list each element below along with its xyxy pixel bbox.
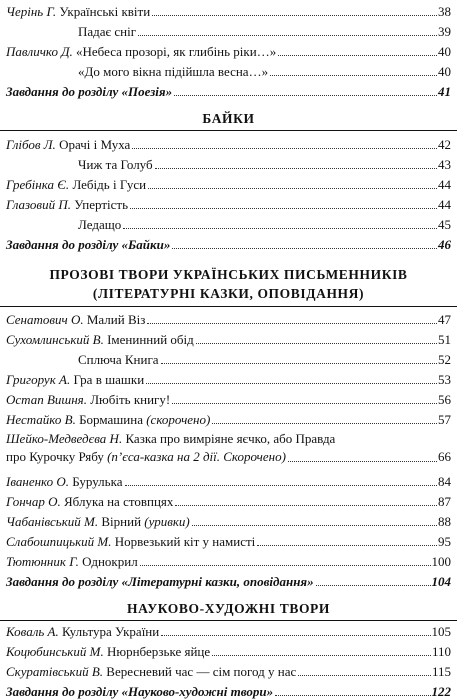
entry-title: Падає сніг [78, 24, 137, 39]
toc-entry[interactable] [0, 430, 457, 468]
entry-title: Орачі і Муха [59, 137, 131, 152]
entry-page: 100 [431, 554, 451, 569]
entry-page: 53 [438, 372, 451, 387]
entry-page: 52 [438, 352, 451, 367]
toc-entry[interactable] [0, 470, 457, 490]
leader-dots [192, 525, 437, 526]
toc-entry[interactable] [0, 328, 457, 348]
leader-dots [146, 383, 437, 384]
leader-dots [298, 675, 431, 676]
entry-author: Чабанівський М. [6, 514, 99, 529]
toc-entry[interactable] [0, 348, 457, 368]
task-title: Завдання до розділу «Поезія» [6, 84, 173, 99]
leader-dots [148, 188, 437, 189]
section-heading: ПРОЗОВІ ТВОРИ УКРАЇНСЬКИХ ПИСЬМЕННИКІВ [49, 267, 408, 282]
toc-entry[interactable] [0, 640, 457, 660]
task-title: Завдання до розділу «Байки» [6, 237, 171, 252]
entry-author: Григорук А. [6, 372, 71, 387]
entry-title: Малий Віз [86, 312, 146, 327]
entry-author: Сенатович О. [6, 312, 84, 327]
toc-task-entry[interactable] [0, 80, 457, 100]
leader-dots [174, 95, 437, 96]
leader-dots [278, 55, 437, 56]
entry-title-continued: про Курочку Рябу [6, 449, 104, 464]
entry-page: 40 [438, 64, 451, 79]
leader-dots [175, 505, 437, 506]
toc-entry[interactable] [0, 620, 457, 640]
toc-entry[interactable] [0, 388, 457, 408]
entry-author: Сухомлинський В. [6, 332, 104, 347]
entry-author: Павличко Д. [6, 44, 73, 59]
entry-title: Упертість [74, 197, 129, 212]
entry-title: «Небеса прозорі, як глибінь ріки…» [76, 44, 277, 59]
entry-title: Казка про вимріяне яєчко, або Правда [125, 431, 336, 446]
toc-entry[interactable] [0, 133, 457, 153]
section-heading: НАУКОВО-ХУДОЖНІ ТВОРИ [126, 601, 330, 616]
entry-page: 66 [438, 449, 451, 464]
leader-dots [161, 635, 430, 636]
leader-dots [147, 323, 437, 324]
entry-title: Іменинний обід [107, 332, 194, 347]
task-title: Завдання до розділу «Науково-художні твори» [6, 684, 274, 699]
leader-dots [172, 248, 437, 249]
leader-dots [155, 168, 437, 169]
entry-author: Гончар О. [6, 494, 61, 509]
leader-dots [172, 403, 437, 404]
entry-title: Сплюча Книга [78, 352, 159, 367]
entry-author: Коцюбинський М. [6, 644, 104, 659]
toc-entry[interactable] [0, 20, 457, 40]
entry-page: 84 [438, 474, 451, 489]
entry-page: 87 [438, 494, 451, 509]
section-subheading: (ЛІТЕРАТУРНІ КАЗКИ, ОПОВІДАННЯ) [92, 286, 365, 301]
entry-title: Ледащо [78, 217, 122, 232]
entry-page: 56 [438, 392, 451, 407]
entry-page: 43 [438, 157, 451, 172]
task-title: Завдання до розділу «Літературні казки, оповідання» [6, 574, 314, 589]
toc-entry[interactable] [0, 153, 457, 173]
leader-dots [270, 75, 437, 76]
entry-title: Лебідь і Гуси [72, 177, 147, 192]
section-divider [0, 130, 457, 131]
entry-author: Черінь Г. [6, 4, 57, 19]
toc-task-entry[interactable] [0, 570, 457, 590]
leader-dots [316, 585, 431, 586]
entry-note: (скорочено) [146, 412, 211, 427]
leader-dots [123, 228, 437, 229]
toc-task-entry[interactable] [0, 680, 457, 700]
entry-page: 46 [438, 237, 451, 252]
entry-title: Нюрнберзьке яйце [106, 644, 211, 659]
leader-dots [125, 485, 438, 486]
toc-entry[interactable] [0, 550, 457, 570]
entry-note: (уривки) [144, 514, 190, 529]
leader-dots [152, 15, 437, 16]
entry-author: Нестайко В. [6, 412, 76, 427]
toc-entry[interactable] [0, 408, 457, 428]
leader-dots [130, 208, 437, 209]
entry-author: Іваненко О. [6, 474, 70, 489]
entry-title: Вірний [101, 514, 142, 529]
entry-author: Слабошпицький М. [6, 534, 112, 549]
leader-dots [161, 363, 437, 364]
leader-dots [212, 423, 437, 424]
section-heading: БАЙКИ [202, 111, 255, 126]
toc-entry[interactable] [0, 193, 457, 213]
entry-page: 122 [431, 684, 451, 699]
entry-page: 115 [431, 664, 451, 679]
leader-dots [196, 343, 437, 344]
entry-page: 44 [438, 177, 451, 192]
entry-title: Українські квіти [59, 4, 151, 19]
entry-page: 38 [438, 4, 451, 19]
entry-page: 57 [438, 412, 451, 427]
entry-title: Культура України [61, 624, 160, 639]
entry-author: Глазовий П. [6, 197, 71, 212]
toc-entry[interactable] [0, 490, 457, 510]
entry-author: Коваль А. [6, 624, 59, 639]
toc-entry[interactable] [0, 308, 457, 328]
entry-page: 39 [438, 24, 451, 39]
entry-title: Яблука на стовпцях [64, 494, 174, 509]
entry-title: Чиж та Голуб [78, 157, 153, 172]
toc-entry[interactable] [0, 213, 457, 233]
entry-title: Гра в шашки [73, 372, 145, 387]
toc-entry[interactable] [0, 530, 457, 550]
entry-page: 45 [438, 217, 451, 232]
entry-page: 95 [438, 534, 451, 549]
toc-entry[interactable] [0, 173, 457, 193]
entry-page: 110 [431, 644, 451, 659]
toc-task-entry[interactable] [0, 233, 457, 253]
entry-page: 105 [431, 624, 451, 639]
entry-author: Тютюнник Г. [6, 554, 79, 569]
leader-dots [140, 565, 431, 566]
entry-title: Вересневий час — сім погод у нас [106, 664, 297, 679]
entry-title: Норвезький кіт у намисті [114, 534, 256, 549]
entry-title: Бурулька [72, 474, 123, 489]
leader-dots [257, 545, 437, 546]
entry-page: 104 [431, 574, 451, 589]
entry-title: Бормашина [79, 412, 143, 427]
toc-entry[interactable] [0, 368, 457, 388]
leader-dots [212, 655, 431, 656]
leader-dots [288, 461, 437, 462]
entry-author: Скуратівський В. [6, 664, 104, 679]
entry-author: Шейко-Медведєва Н. [6, 431, 123, 446]
leader-dots [138, 35, 437, 36]
toc-entry[interactable] [0, 660, 457, 680]
entry-page: 42 [438, 137, 451, 152]
entry-page: 41 [438, 84, 451, 99]
entry-page: 47 [438, 312, 451, 327]
leader-dots [132, 148, 437, 149]
entry-author: Остап Вишня. [6, 392, 87, 407]
entry-title: Однокрил [82, 554, 138, 569]
entry-author: Глібов Л. [6, 137, 56, 152]
entry-page: 44 [438, 197, 451, 212]
toc-entry[interactable] [0, 510, 457, 530]
entry-page: 40 [438, 44, 451, 59]
entry-title: Любіть книгу! [90, 392, 171, 407]
leader-dots [275, 695, 430, 696]
toc-entry[interactable] [0, 60, 457, 80]
entry-author: Гребінка Є. [6, 177, 70, 192]
toc-entry[interactable] [0, 40, 457, 60]
entry-page: 51 [438, 332, 451, 347]
entry-title: «До мого вікна підійшла весна…» [78, 64, 269, 79]
toc-entry[interactable] [0, 0, 457, 20]
section-divider [0, 306, 457, 307]
entry-note: (п’єса-казка на 2 дії. Скорочено) [107, 449, 286, 464]
entry-page: 88 [438, 514, 451, 529]
